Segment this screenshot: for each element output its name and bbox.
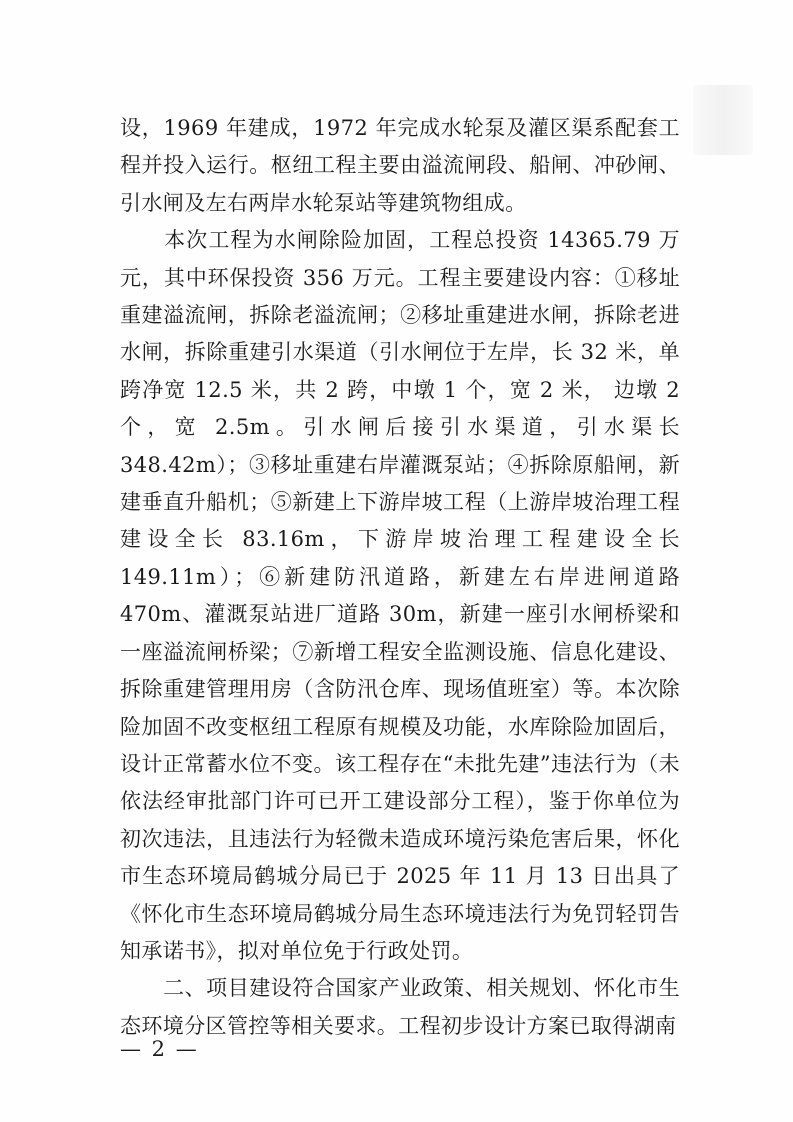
paragraph-construction-content: 本次工程为水闸除险加固，工程总投资 14365.79 万元，其中环保投资 356 万元。工程主要建设内容：①移址重建溢流闸，拆除老溢流闸；②移址重建进水闸，拆除老进水闸，拆除重建引水渠道（引水闸位于左岸，长 32 米，单跨净宽 12.5 米，共 2 跨，中墩 1 个，宽 2 米， 边墩 2 个，宽 2.5m。引水闸后接引水渠道，引水渠长 348.42m）；③移址重建右岸灌溉泵站；④拆除原船闸，新建垂直升船机；⑤新建上下游岸坡工程（上游岸坡治理工程建设全长 83.16m，下游岸坡治理工程建设全长 149.11m）；⑥新建防汛道路，新建左右岸进闸道路 470m、灌溉泵站进厂道路 30m，新建一座引水闸桥梁和一座溢流闸桥梁；⑦新增工程安全监测设施、信息化建设、拆除重建管理用房（含防汛仓库、现场值班室）等。本次除险加固不改变枢纽工程原有规模及功能，水库除险加固后，设计正常蓄水位不变。该工程存在“未批先建”违法行为（未依法经审批部门许可已开工建设部分工程），鉴于你单位为初次违法，且违法行为轻微未造成环境污染危害后果，怀化市生态环境局鹤城分局已于 2025 年 11 月 13 日出具了《怀化市生态环境局鹤城分局生态环境违法行为免罚轻罚告知承诺书》，拟对单位免于行政处罚。 [120,228,688,963]
page-number: — 2 — [120,1037,199,1061]
document-body [120,110,688,1045]
paragraph-policy-compliance: 二、项目建设符合国家产业政策、相关规划、怀化市生态环境分区管控等相关要求。工程初步设计方案已取得湖南 [120,976,680,1038]
scan-artifact [693,85,753,155]
paragraph-project-history: 设，1969 年建成，1972 年完成水轮泵及灌区渠系配套工程并投入运行。枢纽工程主要由溢流闸段、船闸、冲砂闸、引水闸及左右两岸水轮泵站等建筑物组成。 [120,116,680,215]
